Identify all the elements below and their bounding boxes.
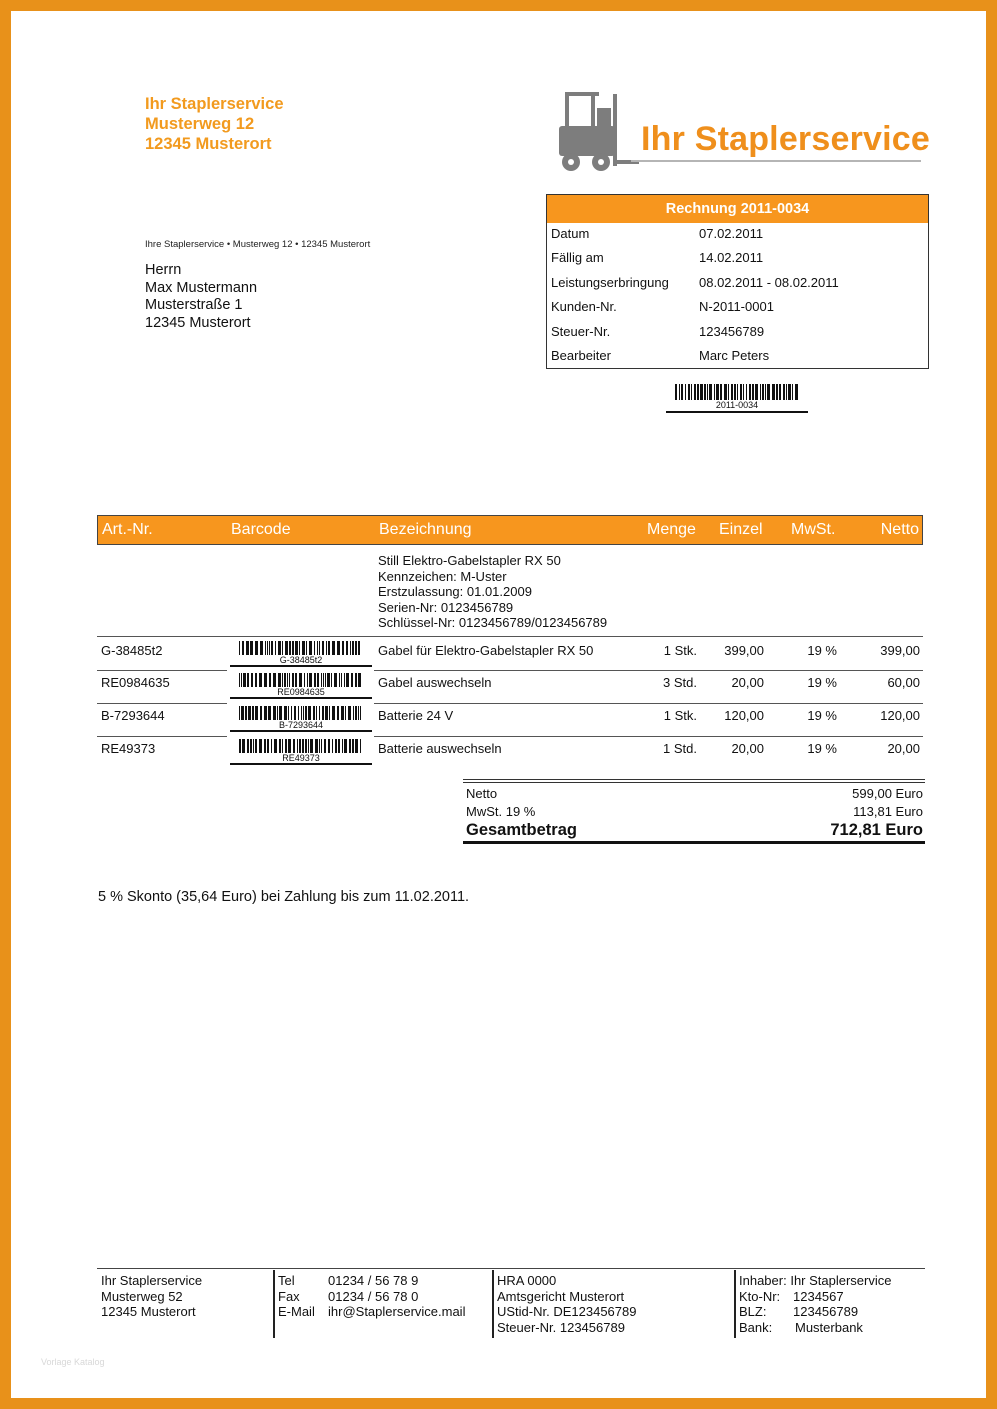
barcode-icon (239, 641, 363, 655)
footer-line: Amtsgericht Musterort (497, 1288, 625, 1304)
item-quantity: 1 Stk. (663, 708, 697, 723)
item-vat: 19 % (807, 675, 837, 690)
row-divider (374, 703, 923, 704)
info-label: Bearbeiter (551, 348, 611, 363)
forklift-icon (551, 86, 641, 176)
row-divider (97, 670, 227, 671)
item-net: 399,00 (880, 643, 920, 658)
total-value: 712,81 Euro (830, 821, 923, 839)
item-description: Batterie 24 V (378, 708, 454, 723)
item-net: 120,00 (880, 708, 920, 723)
art-nr: RE0984635 (101, 675, 170, 690)
footer-bank-value: 123456789 (793, 1304, 859, 1319)
footer-contact-value: 01234 / 56 78 9 (328, 1273, 419, 1288)
footer-bank-label: Kto-Nr: (739, 1288, 781, 1304)
return-address-line: Ihre Staplerservice • Musterweg 12 • 12345 Musterort (145, 239, 371, 250)
watermark: Vorlage Katalog (41, 1357, 105, 1367)
recipient-city: 12345 Musterort (145, 314, 251, 331)
info-label: Fällig am (551, 250, 604, 265)
footer-bank-label: Inhaber: (739, 1273, 787, 1288)
footer-bank-label: Bank: (739, 1319, 773, 1335)
item-vat: 19 % (807, 741, 837, 756)
footer-bank-label: BLZ: (739, 1304, 767, 1319)
barcode-icon (239, 706, 363, 720)
invoice-title (547, 195, 928, 223)
description-line: Erstzulassung: 01.01.2009 (378, 584, 532, 599)
footer-contact-label: Tel (278, 1273, 295, 1288)
invoice-info-box (546, 194, 929, 369)
footer-line: Ihr Staplerservice (101, 1273, 203, 1288)
item-barcode (230, 706, 372, 732)
sender-name: Ihr Staplerservice (145, 95, 284, 113)
vat-label: MwSt. 19 % (466, 804, 536, 819)
footer-line: HRA 0000 (497, 1273, 557, 1288)
col-einzel: Einzel (719, 521, 763, 538)
item-barcode (230, 641, 372, 667)
netto-label: Netto (466, 786, 498, 801)
footer-line: 12345 Musterort (101, 1304, 196, 1319)
art-nr: RE49373 (101, 741, 156, 756)
info-value: 07.02.2011 (699, 226, 764, 241)
discount-note: 5 % Skonto (35,64 Euro) bei Zahlung bis zum 11.02.2011. (98, 889, 470, 905)
barcode-icon (239, 739, 363, 753)
item-description: Batterie auswechseln (378, 741, 502, 756)
recipient-address (145, 262, 257, 332)
recipient-street: Musterstraße 1 (145, 297, 243, 313)
footer-contact-label: Fax (278, 1288, 300, 1304)
footer-line: Musterweg 52 (101, 1288, 183, 1304)
logo-text: Ihr Staplerservice (641, 120, 930, 158)
description-line: Still Elektro-Gabelstapler RX 50 (378, 553, 561, 568)
total-label: Gesamtbetrag (466, 821, 577, 839)
footer-bank-value: Ihr Staplerservice (790, 1273, 892, 1288)
barcode-icon (675, 384, 799, 400)
row-divider (97, 703, 227, 704)
col-barcode: Barcode (231, 521, 291, 538)
item-barcode-text: B-7293644 (278, 720, 324, 730)
item-net: 60,00 (887, 675, 920, 690)
row-divider (374, 670, 923, 671)
item-barcode-text: G-38485t2 (279, 655, 323, 665)
footer-bank-value: Musterbank (795, 1319, 863, 1335)
item-unit-price: 20,00 (731, 741, 764, 756)
info-value: 123456789 (699, 324, 765, 339)
company-logo (551, 86, 931, 186)
info-label: Datum (551, 226, 590, 241)
recipient-salutation: Herrn (145, 262, 182, 278)
row-divider (97, 736, 227, 737)
invoice-title-label: Rechnung (665, 201, 737, 217)
footer-line: UStid-Nr. DE123456789 (497, 1304, 637, 1319)
item-unit-price: 120,00 (724, 708, 764, 723)
footer-legal (497, 1273, 636, 1335)
footer-contact-label: E-Mail (278, 1304, 315, 1319)
col-netto: Netto (880, 521, 919, 538)
item-unit-price: 399,00 (724, 643, 764, 658)
item-net: 20,00 (887, 741, 920, 756)
info-label: Steuer-Nr. (551, 324, 611, 339)
footer-divider (734, 1270, 736, 1338)
art-nr: G-38485t2 (101, 643, 163, 658)
footer (97, 1268, 925, 1340)
footer-bank (739, 1273, 891, 1335)
footer-line: Steuer-Nr. 123456789 (497, 1319, 625, 1335)
description-line: Schlüssel-Nr: 0123456789/0123456789 (378, 615, 608, 630)
row-divider (97, 636, 923, 637)
invoice-number: 2011-0034 (740, 201, 810, 217)
footer-contact-value: ihr@Staplerservice.mail (328, 1304, 466, 1319)
info-value: 14.02.2011 (699, 250, 764, 265)
art-nr: B-7293644 (101, 708, 165, 723)
sender-city: 12345 Musterort (145, 135, 272, 153)
col-menge: Menge (647, 521, 696, 538)
footer-contact (278, 1273, 465, 1320)
recipient-name: Max Mustermann (145, 279, 258, 296)
vat-value: 113,81 Euro (853, 804, 923, 819)
invoice-barcode (666, 384, 808, 413)
row-divider (374, 736, 923, 737)
col-mwst: MwSt. (791, 521, 836, 538)
item-quantity: 1 Std. (663, 741, 697, 756)
footer-divider (273, 1270, 275, 1338)
description-block (378, 553, 607, 631)
invoice-page (11, 11, 986, 1398)
footer-contact-value: 01234 / 56 78 0 (328, 1288, 419, 1304)
table-header (97, 515, 923, 545)
item-vat: 19 % (807, 708, 837, 723)
info-value: 08.02.2011 - 08.02.2011 (699, 275, 839, 290)
footer-divider (492, 1270, 494, 1338)
col-art-nr: Art.-Nr. (102, 521, 153, 538)
item-quantity: 3 Std. (663, 675, 697, 690)
item-description: Gabel für Elektro-Gabelstapler RX 50 (378, 643, 594, 658)
sender-address (145, 94, 284, 154)
item-barcode-text: RE49373 (282, 753, 320, 763)
item-unit-price: 20,00 (731, 675, 764, 690)
item-quantity: 1 Stk. (663, 643, 697, 658)
barcode-icon (239, 673, 363, 687)
description-line: Kennzeichen: M-Uster (378, 568, 507, 584)
netto-value: 599,00 Euro (852, 786, 923, 801)
sender-street: Musterweg 12 (145, 115, 255, 133)
col-bezeichnung: Bezeichnung (379, 521, 472, 538)
info-label: Kunden-Nr. (551, 299, 617, 314)
info-value: N-2011-0001 (699, 299, 774, 314)
line-items-table (97, 515, 923, 763)
item-barcode-text: RE0984635 (277, 687, 325, 697)
description-line: Serien-Nr: 0123456789 (378, 599, 514, 615)
footer-company (101, 1273, 202, 1320)
logo-underline (631, 160, 921, 162)
item-description: Gabel auswechseln (378, 675, 492, 690)
info-value: Marc Peters (699, 348, 770, 363)
item-barcode (230, 673, 372, 699)
info-label: Leistungserbringung (551, 275, 669, 290)
item-barcode (230, 739, 372, 765)
item-vat: 19 % (807, 643, 837, 658)
footer-bank-value: 1234567 (793, 1288, 844, 1304)
invoice-barcode-text: 2011-0034 (715, 400, 759, 410)
